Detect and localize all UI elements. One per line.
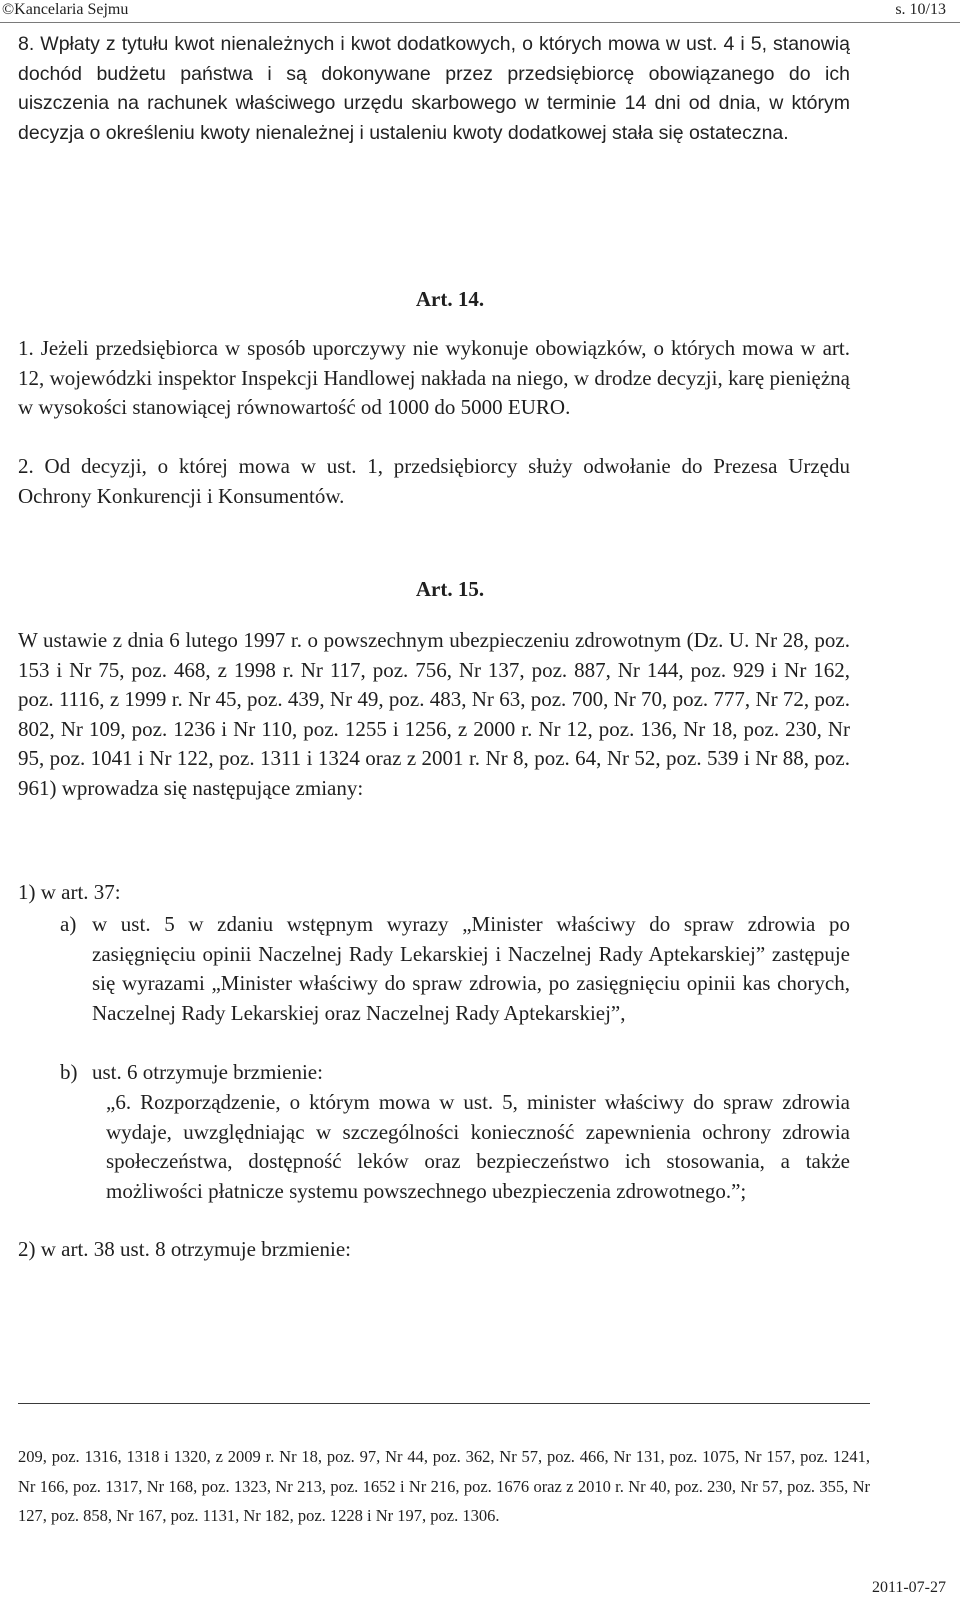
amendment-item-1: 1) w art. 37: (18, 880, 121, 904)
document-date: 2011-07-27 (871, 1579, 946, 1596)
sub-item-a-text: w ust. 5 w zdaniu wstępnym wyrazy „Minister właściwy do spraw zdrowia po zasięgnięciu opinii Naczelnej Rady Lekarskiej i Naczelnej Rady Aptekarskiej” zastępuje się wyrazami „Minister właściwy do spraw zdrowia, po zasięgnięciu opinii kas chorych, Naczelnej Rady Lekarskiej oraz Naczelnej Rady Aptekarskiej”, (92, 912, 850, 1025)
intro-paragraph: 8. Wpłaty z tytułu kwot nienależnych i kwot dodatkowych, o których mowa w ust. 4 i 5, stanowią dochód budżetu państwa i są dokonywane przez przedsiębiorcę obowiązanego do ich uiszczenia na rachunek właściwego urzędu skarbowego w terminie 14 dni od dnia, w którym decyzja o określeniu kwoty nienależnej i ustaleniu kwoty dodatkowej stała się ostateczna. (18, 33, 850, 144)
sub-item-b-text: ust. 6 otrzymuje brzmienie: (92, 1060, 323, 1084)
article-15-title: Art. 15. (415, 577, 485, 601)
page-number: s. 10/13 (895, 1, 946, 18)
article-15-intro: W ustawie z dnia 6 lutego 1997 r. o powszechnym ubezpieczeniu zdrowotnym (Dz. U. Nr 28, poz. 153 i Nr 75, poz. 468, z 1998 r. Nr 117, poz. 756, Nr 137, poz. 887, Nr 144, poz. 929 i Nr 162, poz. 1116, z 1999 r. Nr 45, poz. 439, Nr 49, poz. 483, Nr 63, poz. 700, Nr 70, poz. 777, Nr 72, poz. 802, Nr 109, poz. 1236 i Nr 110, poz. 1255 i 1256, z 2000 r. Nr 12, poz. 136, Nr 18, poz. 230, Nr 95, poz. 1041 i Nr 122, poz. 1311 i 1324 oraz z 2001 r. Nr 8, poz. 64, Nr 52, poz. 539 i Nr 88, poz. 961) wprowadza się następujące zmiany: (18, 628, 850, 800)
footnote-text: 209, poz. 1316, 1318 i 1320, z 2009 r. Nr 18, poz. 97, Nr 44, poz. 362, Nr 57, poz. 466, Nr 131, poz. 1075, Nr 157, poz. 1241, Nr 166, poz. 1317, Nr 168, poz. 1323, Nr 213, poz. 1652 i Nr 216, poz. 1676 oraz z 2010 r. Nr 40, poz. 230, Nr 57, poz. 355, Nr 127, poz. 858, Nr 167, poz. 1131, Nr 182, poz. 1228 i Nr 197, poz. 1306. (18, 1447, 870, 1525)
page-header (0, 0, 960, 23)
article-14-title: Art. 14. (415, 287, 485, 311)
copyright-label: ©Kancelaria Sejmu (2, 1, 129, 18)
article-14-paragraph-2: 2. Od decyzji, o której mowa w ust. 1, przedsiębiorcy służy odwołanie do Prezesa Urzędu Ochrony Konkurencji i Konsumentów. (18, 454, 850, 508)
quoted-provision: „6. Rozporządzenie, o którym mowa w ust. 5, minister właściwy do spraw zdrowia wydaje, uwzględniając w szczególności konieczność zapewnienia ochrony zdrowia społeczeństwa, dostępność leków oraz bezpieczeństwo ich stosowania, a także możliwości płatnicze systemu powszechnego ubezpieczenia zdrowotnego.”; (106, 1090, 850, 1203)
article-14-paragraph-1: 1. Jeżeli przedsiębiorca w sposób uporczywy nie wykonuje obowiązków, o których mowa w art. 12, wojewódzki inspektor Inspekcji Handlowej nakłada na niego, w drodze decyzji, karę pieniężną w wysokości stanowiącej równowartość od 1000 do 5000 EURO. (18, 336, 850, 419)
sub-item-b-marker: b) (60, 1060, 78, 1084)
footnote-divider (18, 1403, 870, 1404)
amendment-item-2: 2) w art. 38 ust. 8 otrzymuje brzmienie: (18, 1237, 351, 1261)
sub-item-a-marker: a) (60, 912, 77, 936)
